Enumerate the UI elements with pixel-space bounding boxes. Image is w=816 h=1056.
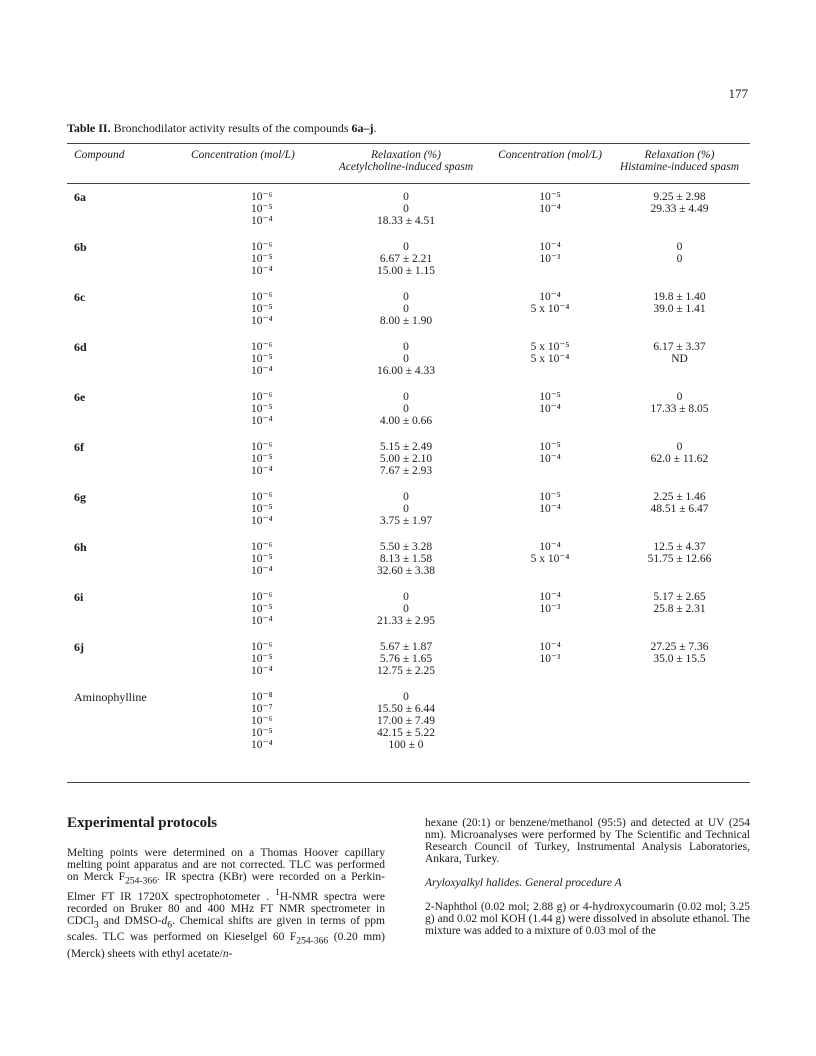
cell-value: 10⁻⁴ — [251, 315, 273, 327]
subhead-procedure-a: Aryloxyalkyl halides. General procedure A — [425, 877, 622, 889]
table-row — [67, 441, 750, 477]
cell-relaxation-ach — [321, 491, 491, 527]
header-compound: Compound — [74, 149, 125, 161]
cell-relaxation-ach — [321, 241, 491, 277]
compound-label: 6h — [74, 540, 87, 554]
cell-value: 10⁻³ — [539, 653, 561, 665]
table-row — [67, 341, 750, 377]
compound-label: 6e — [74, 390, 86, 404]
cell-value: 10⁻³ — [539, 603, 561, 615]
cell-value: 0 — [403, 353, 409, 365]
table-row — [67, 591, 750, 627]
right-column-text — [425, 817, 750, 949]
cell-value: 10⁻⁴ — [251, 615, 273, 627]
cell-relaxation-his — [609, 691, 750, 751]
cell-compound — [67, 291, 191, 327]
table-header-row — [67, 149, 750, 183]
cell-concentration-his — [491, 641, 609, 677]
text-sub: 3 — [93, 919, 99, 931]
text-run: Melting points were determined on a Thomas Hoover capillary melting point apparatus and are not corrected. TLC was performed on Merck F — [67, 847, 385, 883]
table-row — [67, 391, 750, 427]
text-sub: 6 — [167, 919, 173, 931]
cell-concentration-his — [491, 191, 609, 227]
cell-value: 5.00 ± 2.10 — [379, 453, 433, 465]
cell-relaxation-ach — [321, 391, 491, 427]
text-italic: d — [161, 915, 168, 928]
cell-relaxation-ach — [321, 591, 491, 627]
cell-value: 17.00 ± 7.49 — [376, 715, 436, 727]
text-run: (0.20 mm) (Merck) sheets with ethyl acetate/ — [67, 931, 385, 960]
cell-value: 0 — [403, 603, 409, 615]
cell-value: 51.75 ± 12.66 — [647, 553, 712, 565]
cell-value: 4.00 ± 0.66 — [379, 415, 433, 427]
cell-value: 10⁻⁵ — [251, 353, 273, 365]
header-relaxation-his-line1: Relaxation (%) — [644, 149, 715, 161]
table-body — [67, 183, 750, 751]
bronchodilator-table — [67, 149, 750, 751]
cell-value: 5.50 ± 3.28 — [379, 541, 433, 553]
cell-value: 10⁻⁴ — [251, 365, 273, 377]
cell-value: 0 — [676, 241, 683, 253]
cell-value: 10⁻⁴ — [539, 541, 561, 553]
cell-value: 25.8 ± 2.31 — [653, 603, 706, 615]
cell-value: 5.15 ± 2.49 — [379, 441, 433, 453]
compound-label: 6c — [74, 290, 86, 304]
cell-value: 10⁻⁶ — [251, 441, 273, 453]
cell-value: 10⁻⁴ — [251, 739, 273, 751]
left-column-text — [67, 847, 385, 960]
cell-compound — [67, 491, 191, 527]
cell-compound — [67, 641, 191, 677]
cell-concentration-his — [491, 391, 609, 427]
table-row — [67, 291, 750, 327]
cell-value: 10⁻⁵ — [251, 727, 273, 739]
cell-value: 7.67 ± 2.93 — [379, 465, 433, 477]
cell-value: 0 — [403, 691, 409, 703]
cell-concentration-his — [491, 441, 609, 477]
cell-compound — [67, 441, 191, 477]
cell-value: 10⁻⁶ — [251, 241, 273, 253]
cell-value: 10⁻⁴ — [251, 665, 273, 677]
cell-concentration-his — [491, 491, 609, 527]
cell-compound — [67, 591, 191, 627]
cell-value: 10⁻⁴ — [539, 591, 561, 603]
cell-value: 5 x 10⁻⁵ — [530, 341, 570, 353]
cell-value: 2.25 ± 1.46 — [653, 491, 706, 503]
cell-value: 16.00 ± 4.33 — [376, 365, 436, 377]
cell-compound — [67, 541, 191, 577]
compound-label: 6g — [74, 490, 86, 504]
cell-value: 10⁻⁵ — [539, 391, 561, 403]
text-sub: 254-366 — [125, 875, 157, 887]
cell-value: 5 x 10⁻⁴ — [530, 303, 570, 315]
cell-value: 5.76 ± 1.65 — [379, 653, 433, 665]
cell-value: 0 — [403, 403, 409, 415]
cell-value: 10⁻⁴ — [539, 241, 561, 253]
compound-label: 6j — [74, 640, 84, 654]
header-relaxation-his — [609, 149, 750, 183]
text-run: . IR spectra (KBr) were recorded on a Perkin-Elmer FT IR 1720X spectrophotometer . — [67, 871, 385, 904]
table-row — [67, 641, 750, 677]
cell-value: 10⁻⁴ — [251, 215, 273, 227]
cell-value: 6.17 ± 3.37 — [653, 341, 706, 353]
page-number: 177 — [728, 86, 748, 101]
cell-value: 21.33 ± 2.95 — [376, 615, 436, 627]
header-relaxation-his-line2: Histamine-induced spasm — [619, 161, 740, 173]
section-title: Experimental protocols — [67, 815, 218, 831]
cell-value: 27.25 ± 7.36 — [650, 641, 709, 653]
cell-relaxation-ach — [321, 641, 491, 677]
cell-relaxation-his — [609, 591, 750, 627]
cell-value: 10⁻⁶ — [251, 715, 273, 727]
cell-value: 5.67 ± 1.87 — [379, 641, 433, 653]
cell-value: 0 — [676, 391, 683, 403]
cell-value: 35.0 ± 15.5 — [653, 653, 706, 665]
cell-value: 6.67 ± 2.21 — [379, 253, 433, 265]
cell-value: 0 — [676, 253, 683, 265]
cell-concentration-his — [491, 691, 609, 751]
cell-relaxation-his — [609, 391, 750, 427]
cell-relaxation-ach — [321, 341, 491, 377]
cell-relaxation-ach — [321, 191, 491, 227]
cell-value: 10⁻⁴ — [251, 265, 273, 277]
cell-value: 42.15 ± 5.22 — [376, 727, 436, 739]
cell-concentration-ach — [191, 191, 321, 227]
table-top-rule — [67, 143, 750, 144]
table-row — [67, 691, 750, 751]
cell-value: 10⁻⁷ — [251, 703, 273, 715]
cell-value: 10⁻⁶ — [251, 291, 273, 303]
table-caption-end: . — [373, 121, 377, 135]
table-row — [67, 491, 750, 527]
text-sup: 1 — [275, 887, 280, 899]
cell-value: 10⁻⁶ — [251, 191, 273, 203]
cell-relaxation-his — [609, 641, 750, 677]
cell-value: 5 x 10⁻⁴ — [530, 353, 570, 365]
cell-value: 10⁻⁶ — [251, 491, 273, 503]
cell-value: 8.00 ± 1.90 — [379, 315, 433, 327]
cell-value: 32.60 ± 3.38 — [376, 565, 436, 577]
table-caption — [67, 121, 377, 136]
cell-value: 10⁻⁸ — [251, 691, 273, 703]
cell-value: 10⁻⁶ — [251, 541, 273, 553]
header-concentration-his: Concentration (mol/L) — [498, 149, 602, 161]
cell-value: ND — [671, 353, 688, 365]
cell-concentration-ach — [191, 241, 321, 277]
cell-value: 15.50 ± 6.44 — [376, 703, 436, 715]
cell-value: 0 — [403, 191, 409, 203]
paragraph-analysis: hexane (20:1) or benzene/methanol (95:5) and detected at UV (254 nm). Microanalyses were performed by The Scientific and Technical Research Council of Turkey, Instrumental Analysis Laboratories, Ankara, Turkey. — [425, 817, 750, 865]
cell-value: 10⁻⁵ — [539, 191, 561, 203]
cell-value: 10⁻⁴ — [539, 503, 561, 515]
cell-value: 10⁻⁵ — [251, 653, 273, 665]
cell-value: 5 x 10⁻⁴ — [530, 553, 570, 565]
cell-concentration-ach — [191, 441, 321, 477]
text-run: H-NMR spectra were recorded on Bruker 80 and 400 MHz FT NMR spectrometer in CDCl — [67, 891, 385, 928]
cell-concentration-ach — [191, 291, 321, 327]
compound-label: 6a — [74, 190, 86, 204]
cell-value: 10⁻⁴ — [251, 415, 273, 427]
cell-value: 8.13 ± 1.58 — [379, 553, 433, 565]
header-relaxation-ach — [321, 149, 491, 183]
cell-value: 3.75 ± 1.97 — [379, 515, 433, 527]
cell-value: 10⁻⁵ — [251, 303, 273, 315]
cell-relaxation-his — [609, 341, 750, 377]
text-run: . Chemical shifts are given in terms of ppm scales. TLC was performed on Kieselgel 60 F — [67, 915, 385, 944]
compound-label: 6b — [74, 240, 87, 254]
cell-value: 48.51 ± 6.47 — [650, 503, 709, 515]
cell-value: 10⁻⁴ — [539, 641, 561, 653]
table-caption-text: Bronchodilator activity results of the compounds — [113, 121, 352, 135]
table-row — [67, 241, 750, 277]
cell-concentration-his — [491, 591, 609, 627]
cell-value: 0 — [403, 341, 409, 353]
table-row — [67, 541, 750, 577]
cell-value: 10⁻⁴ — [539, 291, 561, 303]
cell-value: 10⁻⁵ — [251, 503, 273, 515]
cell-relaxation-his — [609, 191, 750, 227]
cell-value: 0 — [403, 203, 409, 215]
cell-concentration-his — [491, 291, 609, 327]
cell-value: 0 — [676, 441, 683, 453]
table-caption-label: Table II. — [67, 121, 111, 135]
cell-concentration-his — [491, 541, 609, 577]
cell-concentration-his — [491, 341, 609, 377]
cell-concentration-ach — [191, 541, 321, 577]
cell-value: 10⁻⁵ — [251, 453, 273, 465]
cell-value: 12.5 ± 4.37 — [653, 541, 706, 553]
cell-value: 0 — [403, 491, 409, 503]
cell-value: 18.33 ± 4.51 — [376, 215, 436, 227]
cell-concentration-ach — [191, 641, 321, 677]
cell-value: 10⁻⁶ — [251, 341, 273, 353]
cell-value: 10⁻⁵ — [539, 441, 561, 453]
cell-value: 15.00 ± 1.15 — [376, 265, 436, 277]
cell-value: 10⁻⁵ — [251, 253, 273, 265]
cell-value: 0 — [403, 591, 409, 603]
cell-value: 10⁻⁴ — [539, 453, 561, 465]
cell-compound — [67, 191, 191, 227]
table-row — [67, 191, 750, 227]
cell-relaxation-ach — [321, 291, 491, 327]
cell-value: 39.0 ± 1.41 — [653, 303, 706, 315]
cell-relaxation-his — [609, 541, 750, 577]
cell-value: 10⁻⁴ — [251, 565, 273, 577]
cell-value: 100 ± 0 — [388, 739, 424, 751]
cell-value: 10⁻⁶ — [251, 641, 273, 653]
cell-value: 10⁻⁴ — [539, 403, 561, 415]
compound-label: Aminophylline — [74, 690, 147, 704]
compound-label: 6d — [74, 340, 87, 354]
header-relaxation-ach-line1: Relaxation (%) — [371, 149, 441, 161]
header-relaxation-ach-line2: Acetylcholine-induced spasm — [338, 161, 474, 173]
cell-compound — [67, 241, 191, 277]
header-concentration-ach: Concentration (mol/L) — [191, 149, 295, 161]
cell-value: 10⁻⁵ — [539, 491, 561, 503]
cell-concentration-ach — [191, 591, 321, 627]
cell-value: 10⁻⁴ — [251, 515, 273, 527]
cell-compound — [67, 391, 191, 427]
cell-concentration-ach — [191, 341, 321, 377]
cell-value: 62.0 ± 11.62 — [650, 453, 709, 465]
cell-relaxation-ach — [321, 541, 491, 577]
cell-value: 0 — [403, 303, 409, 315]
paragraph-procedure-a: 2-Naphthol (0.02 mol; 2.88 g) or 4-hydroxycoumarin (0.02 mol; 3.25 g) and 0.02 mol KOH (1.44 g) were dissolved in absolute ethanol. The mixture was added to a mixture of 0.03 mol of the — [425, 901, 750, 937]
cell-value: 5.17 ± 2.65 — [653, 591, 706, 603]
cell-value: 10⁻⁴ — [539, 203, 561, 215]
cell-value: 0 — [403, 241, 409, 253]
cell-value: 29.33 ± 4.49 — [650, 203, 709, 215]
cell-compound — [67, 691, 191, 751]
cell-concentration-ach — [191, 491, 321, 527]
text-sub: 254-366 — [296, 935, 329, 947]
cell-relaxation-ach — [321, 691, 491, 751]
cell-concentration-his — [491, 241, 609, 277]
cell-concentration-ach — [191, 691, 321, 751]
cell-relaxation-his — [609, 241, 750, 277]
cell-value: 0 — [403, 291, 409, 303]
cell-value: 10⁻⁶ — [251, 591, 273, 603]
compound-label: 6i — [74, 590, 84, 604]
text-run: and DMSO- — [98, 915, 162, 928]
cell-value: 9.25 ± 2.98 — [653, 191, 706, 203]
cell-value: 12.75 ± 2.25 — [376, 665, 436, 677]
cell-value: 10⁻⁵ — [251, 403, 273, 415]
cell-relaxation-his — [609, 491, 750, 527]
cell-value: 10⁻⁶ — [251, 391, 273, 403]
text-italic: n- — [222, 947, 233, 960]
cell-concentration-ach — [191, 391, 321, 427]
cell-value: 10⁻⁴ — [251, 465, 273, 477]
cell-value: 17.33 ± 8.05 — [650, 403, 709, 415]
cell-value: 10⁻⁵ — [251, 553, 273, 565]
compound-label: 6f — [74, 440, 84, 454]
table-caption-compounds: 6a–j — [351, 121, 374, 135]
cell-relaxation-his — [609, 291, 750, 327]
cell-compound — [67, 341, 191, 377]
cell-value: 0 — [403, 503, 409, 515]
table-bottom-rule — [67, 782, 750, 783]
cell-value: 19.8 ± 1.40 — [653, 291, 706, 303]
cell-value: 10⁻⁵ — [251, 603, 273, 615]
cell-value: 0 — [403, 391, 409, 403]
cell-value: 10⁻⁵ — [251, 203, 273, 215]
cell-relaxation-his — [609, 441, 750, 477]
cell-relaxation-ach — [321, 441, 491, 477]
cell-value: 10⁻³ — [539, 253, 561, 265]
